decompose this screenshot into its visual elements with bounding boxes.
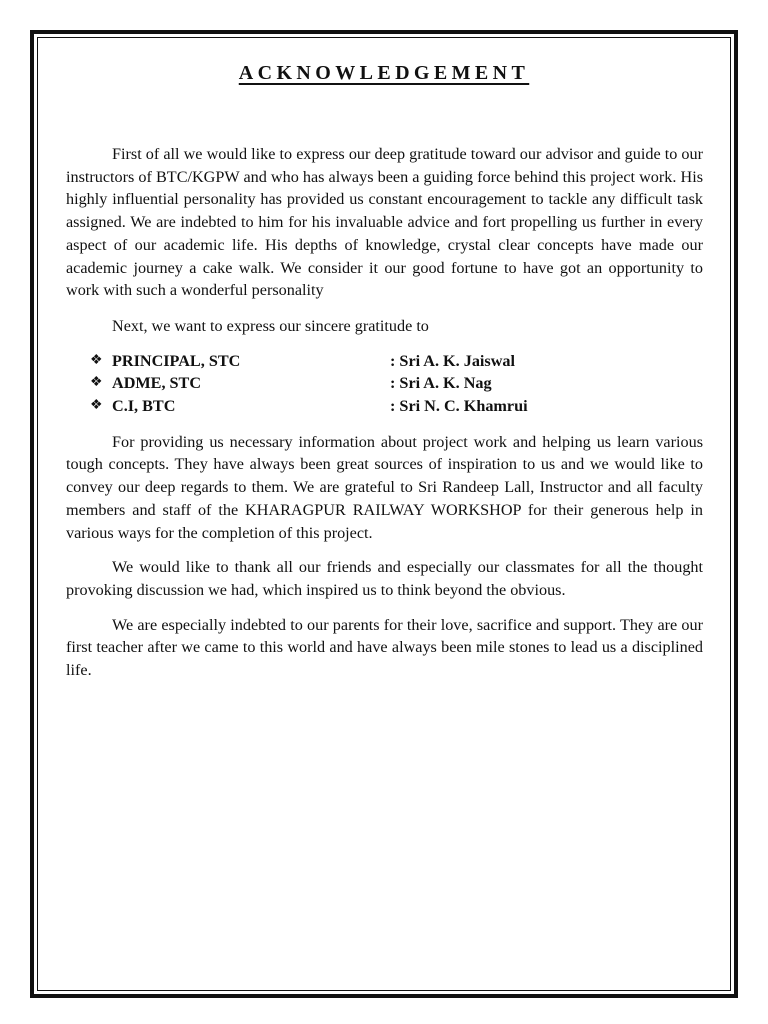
list-item [66,372,703,395]
document-body [66,143,703,682]
diamond-bullet-icon: ❖ [90,352,103,368]
paragraph-gratitude-intro: Next, we want to express our sincere gratitude to [112,316,429,335]
paragraph-friends-thanks: We would like to thank all our friends and especially our classmates for all the thought provoking discussion we had, which inspired us to think beyond the obvious. [66,558,703,599]
paragraph-project-support: For providing us necessary information about project work and helping us learn various tough concepts. They have always been great sources of inspiration to us and we would like to convey our deep regards to them. We are grateful to Sri Randeep Lall, Instructor and all faculty members and staff of the KHARAGPUR RAILWAY WORKSHOP for their generous help in various ways for the completion of this project. [66,432,703,542]
diamond-bullet-icon: ❖ [90,375,103,391]
list-item-role: C.I, BTC [112,397,176,415]
list-item-role: PRINCIPAL, STC [112,351,241,370]
paragraph-parents-thanks: We are especially indebted to our parents for their love, sacrifice and support. They are our first teacher after we came to this world and have always been mile stones to lead us a disciplined life. [66,615,703,680]
list-item-name: : Sri N. C. Khamrui [390,397,528,415]
diamond-bullet-icon: ❖ [90,398,103,413]
paragraph-advisor-gratitude: First of all we would like to express our deep gratitude toward our advisor and guide to our instructors of BTC/KGPW and who has always been a guiding force behind this project work. His highly influential personality has provided us constant encouragement to tackle any difficult task assigned. We are indebted to him for his invaluable advice and fort propelling us further in every aspect of our academic life. His depths of knowledge, crystal clear concepts have made our academic journey a cake walk. We consider it our good fortune to have got an opportunity to work with such a wonderful personality [66,145,703,300]
gratitude-list [66,350,703,418]
list-item [66,350,703,373]
page-title [0,62,768,85]
title-text: ACKNOWLEDGEMENT [238,62,530,84]
list-item-name: : Sri A. K. Jaiswal [390,351,516,370]
list-item-name: : Sri A. K. Nag [390,374,492,393]
list-item-role: ADME, STC [112,374,202,393]
list-item [66,395,703,418]
